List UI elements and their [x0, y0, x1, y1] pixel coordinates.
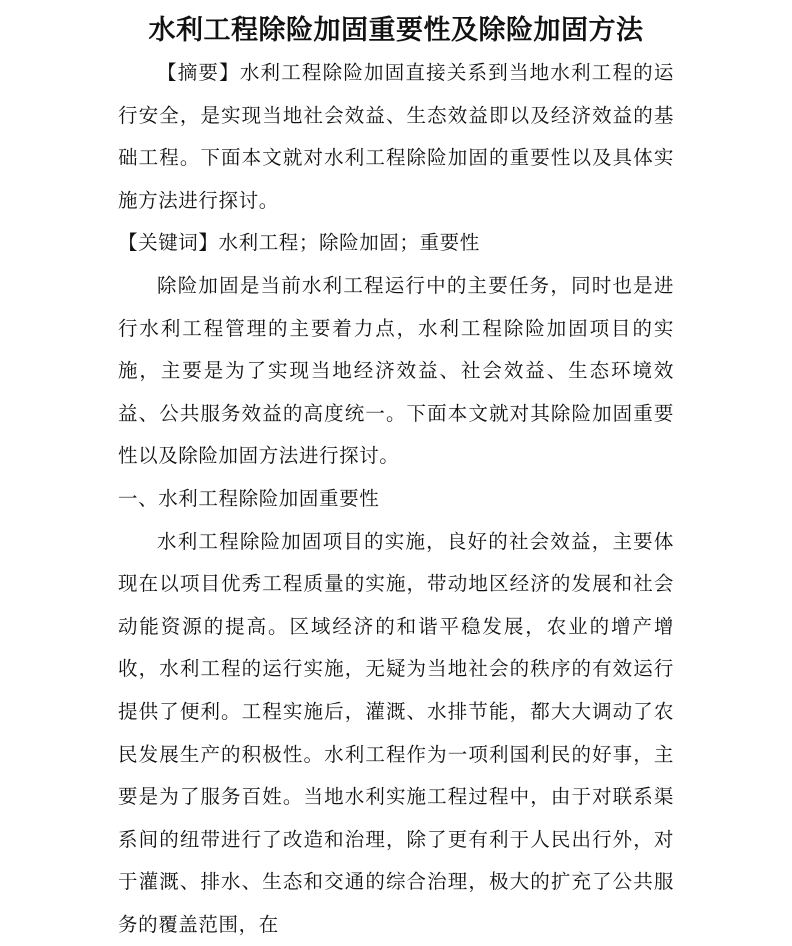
abstract-paragraph: 【摘要】水利工程除险加固直接关系到当地水利工程的运行安全，是实现当地社会效益、生态效益即以及经济效益的基础工程。下面本文就对水利工程除险加固的重要性以及具体实施方法进行探讨。 — [118, 61, 674, 212]
document-title: 水利工程除险加固重要性及除险加固方法 — [148, 15, 644, 46]
keywords-line: 【关键词】水利工程；除险加固；重要性 — [118, 231, 480, 255]
section-heading: 一、水利工程除险加固重要性 — [118, 486, 380, 510]
section-body-paragraph: 水利工程除险加固项目的实施，良好的社会效益，主要体现在以项目优秀工程质量的实施，带动地区经济的发展和社会动能资源的提高。区域经济的和谐平稳发展，农业的增产增收，水利工程的运行实施，无疑为当地社会的秩序的有效运行提供了便利。工程实施后，灌溉、水排节能，都大大调动了农民发展生产的积极性。水利工程作为一项利国利民的好事，主要是为了服务百姓。当地水利实施工程过程中，由于对联系渠系间的纽带进行了改造和治理，除了更有利于人民出行外，对于灌溉、排水、生态和交通的综合治理，极大的扩充了公共服务的覆盖范围，在 — [118, 529, 674, 936]
intro-paragraph: 除险加固是当前水利工程运行中的主要任务，同时也是进行水利工程管理的主要着力点，水利工程除险加固项目的实施，主要是为了实现当地经济效益、社会效益、生态环境效益、公共服务效益的高度统一。下面本文就对其除险加固重要性以及除险加固方法进行探讨。 — [118, 273, 674, 468]
